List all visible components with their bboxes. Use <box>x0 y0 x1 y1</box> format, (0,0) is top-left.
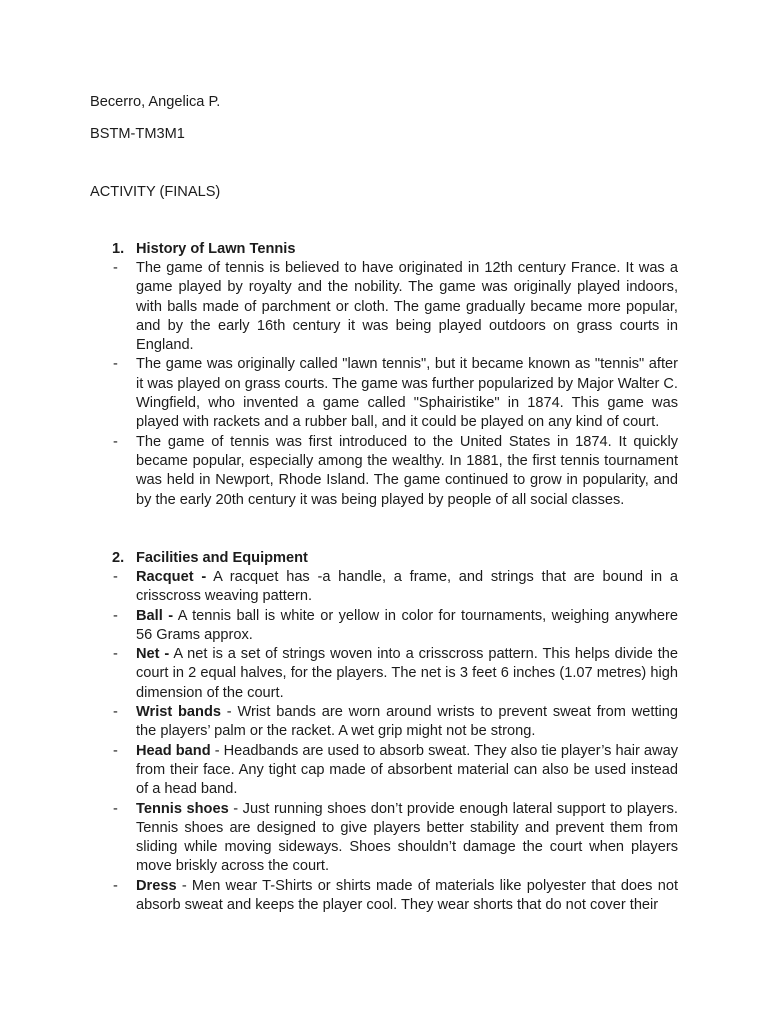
equipment-item-net <box>112 645 678 703</box>
equipment-item-dress <box>112 877 678 916</box>
item-term: Racquet - <box>136 569 207 585</box>
equipment-item-ball <box>112 607 678 646</box>
item-description: - Just running shoes don’t provide enough lateral support to players. Tennis shoes are designed to give players better stability and prevent them from sliding while moving sideways. Shoes shouldn’t damage the court when players move briskly across the court. <box>136 800 678 875</box>
dash-bullet: - <box>113 569 118 585</box>
dash-bullet: - <box>113 260 118 276</box>
item-description: - Men wear T-Shirts or shirts made of materials like polyester that does not absorb sweat and keeps the player cool. They wear shorts that do not cover their <box>136 877 678 914</box>
dash-bullet: - <box>113 877 118 894</box>
section-number: 1. <box>112 241 125 257</box>
paragraph-text <box>136 568 678 607</box>
equipment-item-tennis-shoes <box>112 800 678 877</box>
equipment-item-racquet <box>112 568 678 607</box>
dash-bullet: - <box>113 800 118 817</box>
paragraph-text <box>136 877 678 916</box>
equipment-item-wrist-bands <box>112 703 678 742</box>
list-item <box>112 259 678 355</box>
item-description: A tennis ball is white or yellow in color for tournaments, weighing anywhere 56 Grams approx. <box>136 607 678 643</box>
activity-title: ACTIVITY (FINALS) <box>90 184 221 200</box>
paragraph-text: The game was originally called "lawn tennis", but it became known as "tennis" after it was played on grass courts. The game was further popularized by Major Walter C. Wingfield, who invented a game called "Sphairistike" in 1874. This game was played with rackets and a rubber ball, and it could be played on any kind of court. <box>136 356 678 431</box>
section-history <box>112 240 678 510</box>
item-description: A racquet has -a handle, a frame, and strings that are bound in a crisscross weaving pattern. <box>136 569 679 605</box>
item-term: Dress <box>136 877 177 894</box>
student-name: Becerro, Angelica P. <box>90 94 221 110</box>
paragraph-text <box>136 703 678 742</box>
section-facilities <box>112 549 678 915</box>
section-title: History of Lawn Tennis <box>136 241 296 257</box>
item-description: A net is a set of strings woven into a crisscross pattern. This helps divide the court in 2 equal halves, for the players. The net is 3 feet 6 inches (1.07 metres) high dimension of the court. <box>136 646 678 701</box>
dash-bullet: - <box>113 742 118 759</box>
dash-bullet: - <box>113 646 118 663</box>
dash-bullet: - <box>113 704 118 721</box>
dash-bullet: - <box>113 607 118 624</box>
list-item <box>112 355 678 432</box>
section-number: 2. <box>112 550 125 566</box>
list-item <box>112 433 678 510</box>
dash-bullet: - <box>113 356 118 373</box>
section-title: Facilities and Equipment <box>136 550 308 566</box>
item-term: Wrist bands <box>136 704 221 721</box>
paragraph-text: The game of tennis is believed to have originated in 12th century France. It was a game played by royalty and the nobility. The game was originally played indoors, with balls made of parchment or cloth. The game gradually became more popular, and by the early 16th century it was being played outdoors on grass courts in England. <box>136 260 678 354</box>
item-term: Net - <box>136 646 170 663</box>
item-description: - Wrist bands are worn around wrists to prevent sweat from wetting the players’ palm or the racket. A wet grip might not be strong. <box>136 704 678 740</box>
dash-bullet: - <box>113 433 118 450</box>
section-heading <box>112 240 678 259</box>
paragraph-text <box>136 800 678 877</box>
paragraph-text: The game of tennis was first introduced to the United States in 1874. It quickly became popular, especially among the wealthy. In 1881, the first tennis tournament was held in Newport, Rhode Island. The game continued to grow in popularity, and by the early 20th century it was being played by people of all social classes. <box>136 433 678 508</box>
item-term: Ball - <box>136 607 174 624</box>
section-heading <box>112 549 678 568</box>
paragraph-text <box>136 645 678 703</box>
item-term: Tennis shoes <box>136 800 229 817</box>
equipment-item-head-band <box>112 742 678 800</box>
item-term: Head band <box>136 742 211 759</box>
student-section: BSTM-TM3M1 <box>90 126 185 142</box>
paragraph-text <box>136 607 678 646</box>
paragraph-text <box>136 742 678 800</box>
item-description: - Headbands are used to absorb sweat. They also tie player’s hair away from their face. Any tight cap made of absorbent material can also be used instead of a head band. <box>136 742 679 798</box>
